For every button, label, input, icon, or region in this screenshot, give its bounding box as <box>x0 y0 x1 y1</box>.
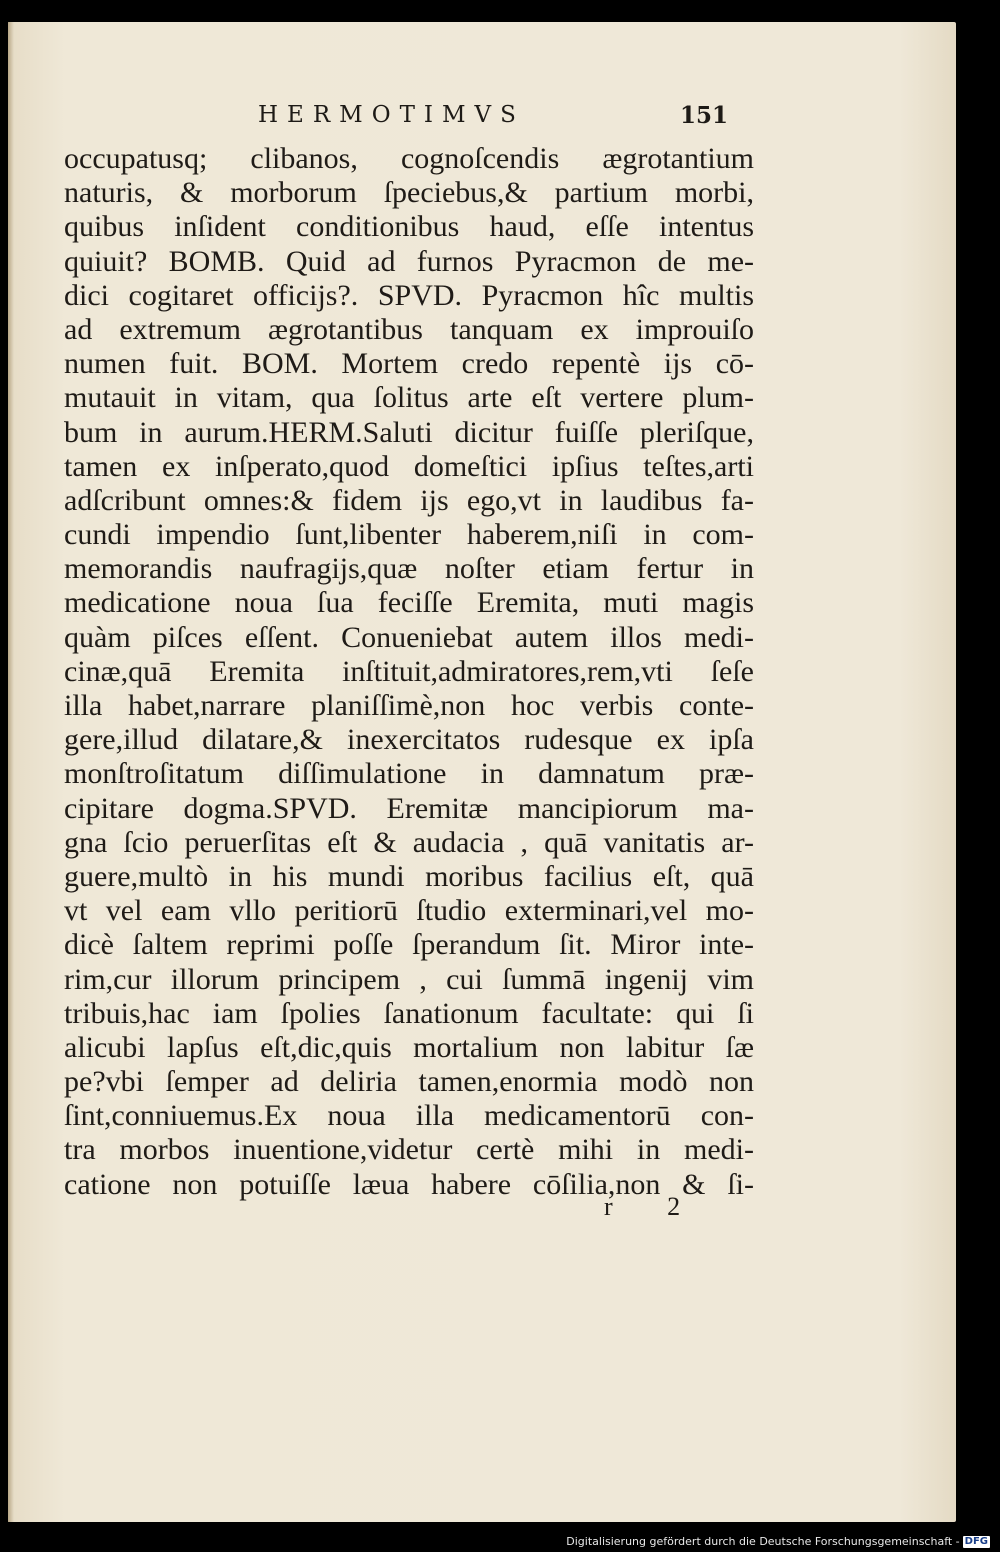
text-line: cipitare dogma.SPVD. Eremitæ mancipiorum ma- <box>64 791 754 825</box>
text-line: illa habet,narrare planiſſimè,non hoc verbis conte- <box>64 689 754 722</box>
text-line: naturis, & morborum ſpeciebus,& partium morbi, <box>64 176 754 210</box>
body-text <box>64 142 754 1202</box>
text-line: tra morbos inuentione,videtur certè mihi in medi- <box>64 1133 754 1167</box>
dfg-logo: DFG <box>964 1535 988 1547</box>
text-line: dicè ſaltem reprimi poſſe ſperandum ſit. Miror inte- <box>64 928 754 962</box>
text-line: pe?vbi ſemper ad deliria tamen,enormia modò non <box>64 1065 754 1099</box>
text-line: catione non potuiſſe læua habere cōſilia,non & ſi- <box>64 1167 754 1201</box>
digitization-footer <box>566 1535 990 1548</box>
text-line: mutauit in vitam, qua ſolitus arte eſt vertere plum- <box>64 381 754 415</box>
text-line: occupatusq; clibanos, cognoſcendis ægrotantium <box>64 142 754 175</box>
text-line: tribuis,hac iam ſpolies ſanationum facultate: qui ſi <box>64 996 754 1030</box>
page-gutter-shadow <box>8 22 14 1522</box>
text-line: medicatione noua ſua feciſſe Eremita, muti magis <box>64 586 754 620</box>
page-number: 151 <box>680 102 729 129</box>
text-line: memorandis naufragijs,quæ noſter etiam fertur in <box>64 552 754 586</box>
text-line: numen fuit. BOM. Mortem credo repentè ijs cō- <box>64 347 754 381</box>
text-line: bum in aurum.HERM.Saluti dicitur fuiſſe pleriſque, <box>64 415 754 449</box>
text-line: monſtroſitatum diſſimulatione in damnatum præ- <box>64 757 754 791</box>
text-line: ad extremum ægrotantibus tanquam ex improuiſo <box>64 312 754 346</box>
text-line: cinæ,quā Eremita inſtituit,admiratores,rem,vti ſeſe <box>64 654 754 688</box>
text-line: quiuit? BOMB. Quid ad furnos Pyracmon de me- <box>64 244 754 278</box>
text-line: rim,cur illorum principem , cui ſummā ingenij vim <box>64 962 754 996</box>
text-line: quibus inſident conditionibus haud, eſſe intentus <box>64 210 754 244</box>
text-line: adſcribunt omnes:& fidem ijs ego,vt in laudibus fa- <box>64 483 754 517</box>
text-line: alicubi lapſus eſt,dic,quis mortalium non labitur ſæ <box>64 1030 754 1064</box>
text-line: ſint,conniuemus.Ex noua illa medicamentorū con- <box>64 1099 754 1133</box>
running-head: HERMOTIMVS <box>258 102 525 128</box>
footer-text: Digitalisierung gefördert durch die Deutsche Forschungsgemeinschaft - <box>566 1535 960 1548</box>
text-line: vt vel eam vllo peritiorū ſtudio exterminari,vel mo- <box>64 894 754 928</box>
text-line: quàm piſces eſſent. Conueniebat autem illos medi- <box>64 620 754 654</box>
text-line: gna ſcio peruerſitas eſt & audacia , quā vanitatis ar- <box>64 825 754 859</box>
signature-mark: r 2 <box>604 1192 705 1221</box>
text-line: tamen ex inſperato,quod domeſtici ipſius teſtes,arti <box>64 449 754 483</box>
text-line: guere,multò in his mundi moribus facilius eſt, quā <box>64 859 754 893</box>
text-line: dici cogitaret officijs?. SPVD. Pyracmon hîc multis <box>64 278 754 312</box>
text-line: cundi impendio ſunt,libenter haberem,niſi in com- <box>64 518 754 552</box>
text-line: gere,illud dilatare,& inexercitatos rudesque ex ipſa <box>64 723 754 757</box>
